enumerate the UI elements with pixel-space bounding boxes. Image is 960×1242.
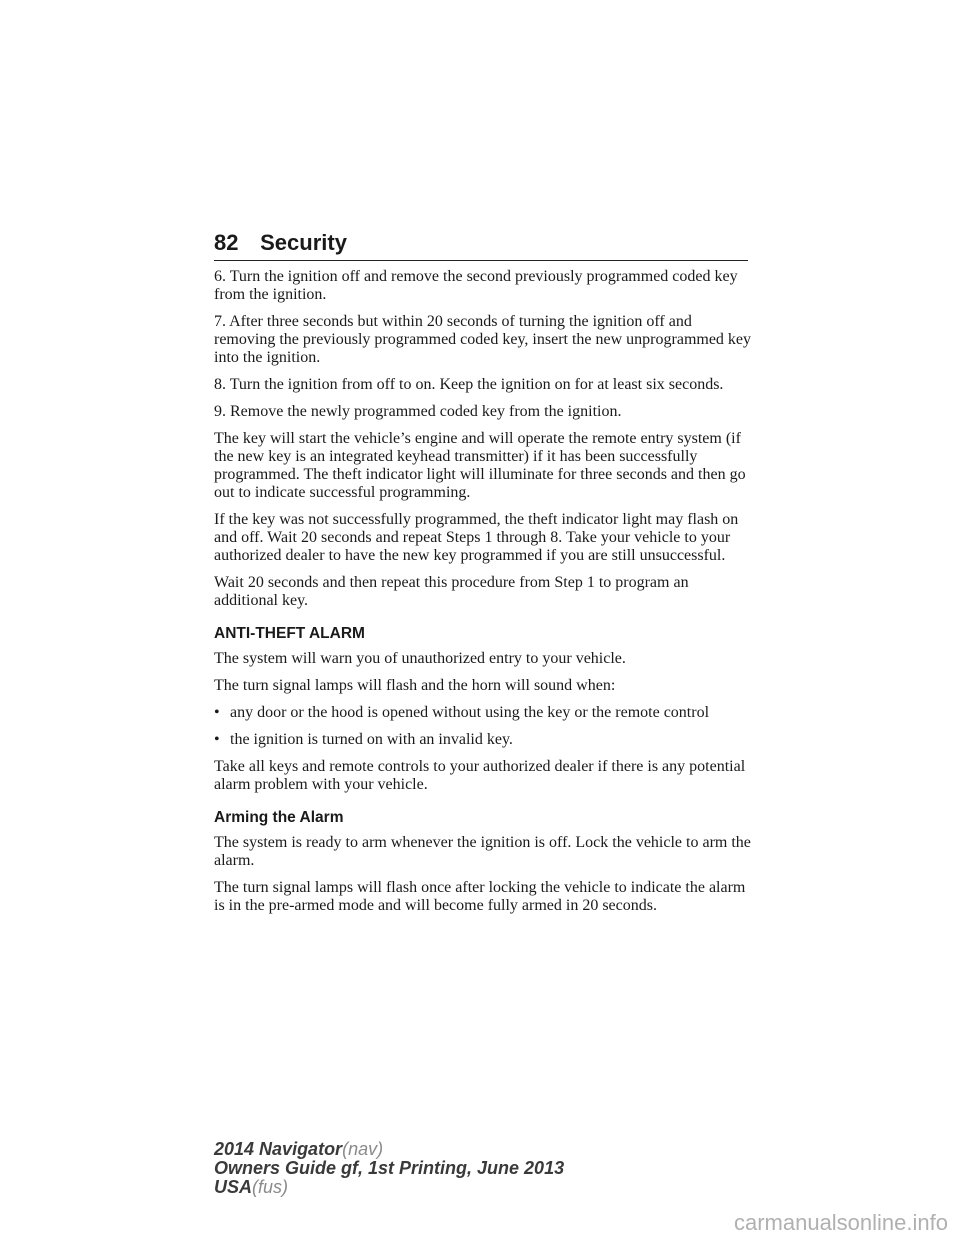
list-item <box>214 704 754 722</box>
step-6: 6. Turn the ignition off and remove the second previously programmed coded key from the ignition. <box>214 268 738 303</box>
failure-paragraph: If the key was not successfully programmed, the theft indicator light may flash on and off. Wait 20 seconds and repeat Steps 1 through 8. Take your vehicle to your authorized dealer to have the new key programmed if you are still unsuccessful. <box>214 511 739 564</box>
page-number: 82 <box>214 230 239 255</box>
step-9: 9. Remove the newly programmed coded key from the ignition. <box>214 403 622 420</box>
watermark: carmanualsonline.info <box>733 1210 948 1235</box>
arming-paragraph-1: The system is ready to arm whenever the ignition is off. Lock the vehicle to arm the alarm. <box>214 834 751 869</box>
page-footer <box>214 1140 564 1197</box>
footer-market: USA <box>214 1177 253 1197</box>
page-header <box>214 228 748 261</box>
alarm-intro: The system will warn you of unauthorized entry to your vehicle. <box>214 650 626 667</box>
bullet-text: any door or the hood is opened without using the key or the remote control <box>230 704 710 721</box>
anti-theft-alarm-heading: ANTI-THEFT ALARM <box>214 625 365 642</box>
alarm-closing: Take all keys and remote controls to your authorized dealer if there is any potential alarm problem with your vehicle. <box>214 758 746 793</box>
footer-model: 2014 Navigator <box>214 1139 343 1159</box>
step-8: 8. Turn the ignition from off to on. Keep the ignition on for at least six seconds. <box>214 376 724 393</box>
arming-alarm-heading: Arming the Alarm <box>214 809 344 826</box>
alarm-lead: The turn signal lamps will flash and the horn will sound when: <box>214 677 616 694</box>
footer-line-1 <box>214 1140 564 1159</box>
footer-line-2: Owners Guide gf, 1st Printing, June 2013 <box>214 1158 565 1178</box>
section-title: Security <box>260 230 347 255</box>
step-7: 7. After three seconds but within 20 seconds of turning the ignition off and removing the previously programmed coded key, insert the new unprogrammed key into the ignition. <box>214 313 752 366</box>
footer-model-code: (nav) <box>342 1139 384 1159</box>
success-paragraph: The key will start the vehicle’s engine and will operate the remote entry system (if the new key is an integrated keyhead transmitter) if it has been successfully programmed. The theft indicator light will illuminate for three seconds and then go out to indicate successful programming. <box>214 430 746 501</box>
bullet-text: the ignition is turned on with an invalid key. <box>230 731 513 748</box>
bullet-icon: • <box>214 704 220 721</box>
list-item <box>214 731 754 749</box>
footer-line-3 <box>214 1178 564 1197</box>
footer-market-code: (fus) <box>252 1177 289 1197</box>
page-content <box>214 268 754 924</box>
arming-paragraph-2: The turn signal lamps will flash once after locking the vehicle to indicate the alarm is in the pre-armed mode and will become fully armed in 20 seconds. <box>214 879 746 914</box>
additional-key-paragraph: Wait 20 seconds and then repeat this procedure from Step 1 to program an additional key. <box>214 574 689 609</box>
bullet-icon: • <box>214 731 220 748</box>
